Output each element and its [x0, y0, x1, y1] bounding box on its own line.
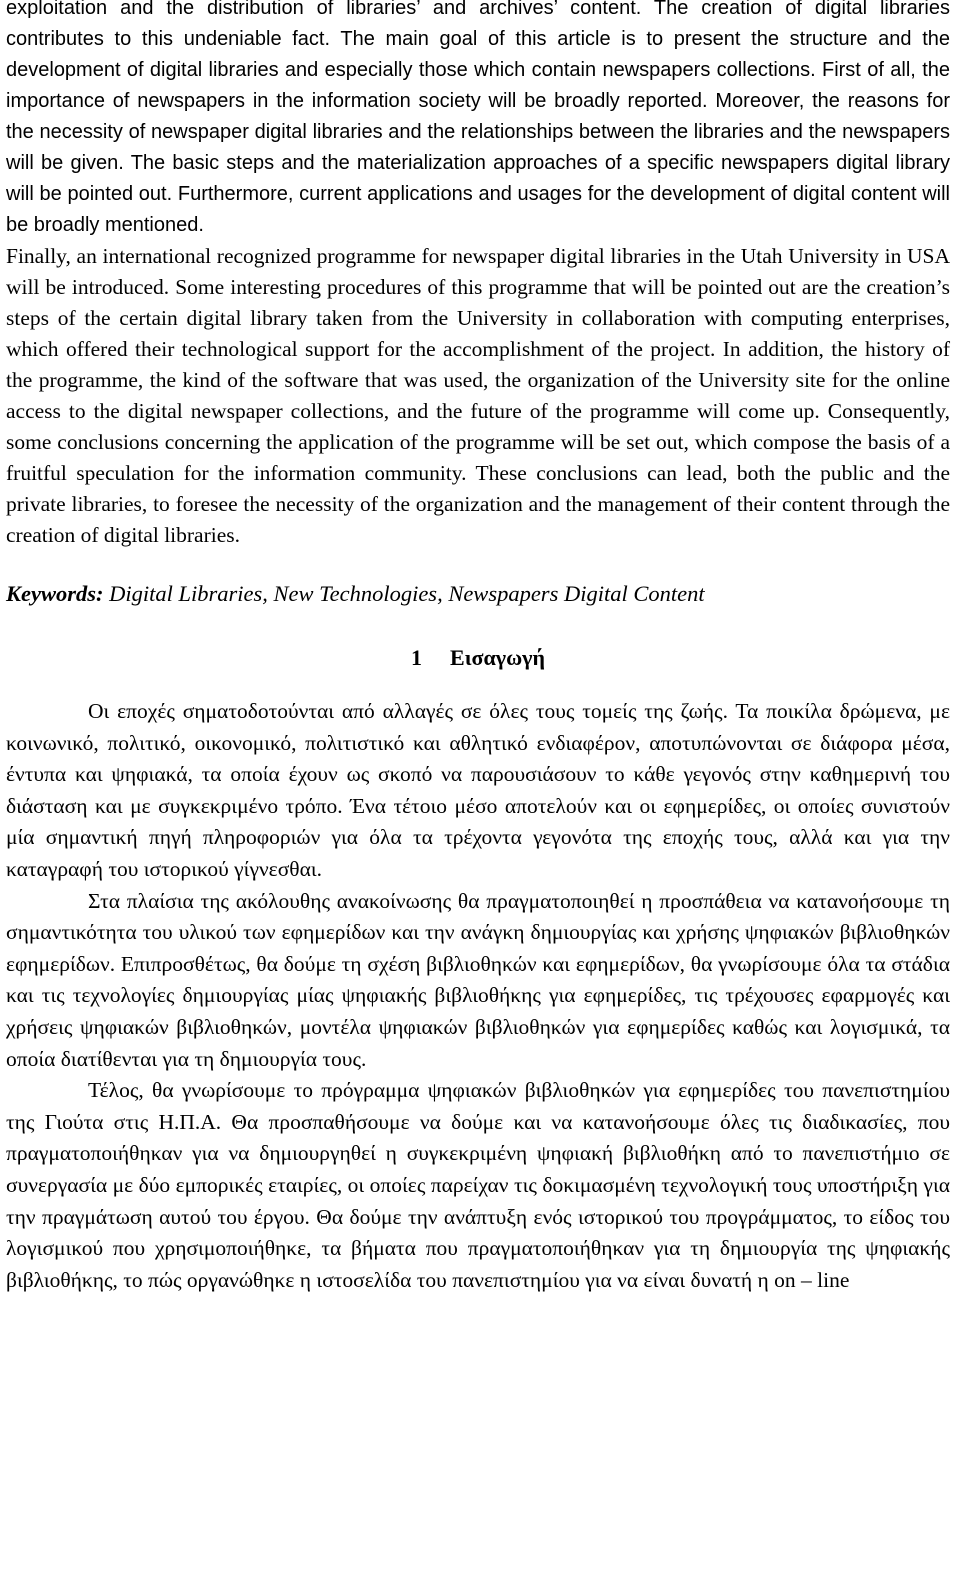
body-paragraph-1: Οι εποχές σηματοδοτούνται από αλλαγές σε όλες τους τομείς της ζωής. Τα ποικίλα δρώμενα, με κοινωνικό, πολιτικό, οικονομικό, πολιτιστικό και αθλητικό ενδιαφέρον, αποτυπώνονται σε διάφορα μέσα, έντυπα και ψηφιακά, τα οποία έχουν ως σκοπό να παρουσιάσουν το κάθε γεγονός στην καθημερινή του διάσταση και με συγκεκριμένο τρόπο. Ένα τέτοιο μέσο αποτελούν και οι εφημερίδες, οι οποίες συνιστούν μία σημαντική πηγή πληροφοριών για όλα τα τρέχοντα γεγονότα της εποχής τους, αλλά και για την καταγραφή του ιστορικού γίγνεσθαι. [6, 699, 950, 881]
document-page [6, 0, 950, 1296]
body-paragraph-3: Τέλος, θα γνωρίσουμε το πρόγραμμα ψηφιακών βιβλιοθηκών για εφημερίδες του πανεπιστημίου της Γιούτα στις Η.Π.Α. Θα προσπαθήσουμε να δούμε και να κατανοήσουμε όλες τις διαδικασίες, που πραγματοποιήθηκαν για να δημιουργηθεί η συγκεκριμένη ψηφιακή βιβλιοθήκη από το πανεπιστήμιο σε συνεργασία με δύο εμπορικές εταιρίες, οι οποίες παρείχαν τις δοκιμασμένη τεχνολογική τους υποστήριξη για την πραγμάτωση αυτού του έργου. Θα δούμε την ανάπτυξη ενός ιστορικού του προγράμματος, το είδος του λογισμικού που χρησιμοποιήθηκε, τα βήματα που πραγματοποιήθηκαν για τη δημιουργία της ψηφιακής βιβλιοθήκης, το πώς οργανώθηκε η ιστοσελίδα του πανεπιστημίου για να είναι δυνατή η on – line [6, 1078, 950, 1292]
body-paragraph-2: Στα πλαίσια της ακόλουθης ανακοίνωσης θα πραγματοποιηθεί η προσπάθεια να κατανοήσουμε τη σημαντικότητα του υλικού των εφημερίδων και την ανάγκη δημιουργίας και χρήσης ψηφιακών βιβλιοθηκών εφημερίδων. Επιπροσθέτως, θα δούμε τη σχέση βιβλιοθηκών και εφημερίδων, θα γνωρίσουμε όλα τα στάδια και τις τεχνολογίες δημιουργίας μίας ψηφιακής βιβλιοθήκης για εφημερίδες, τις τρέχουσες εφαρμογές και χρήσεις ψηφιακών βιβλιοθηκών, μοντέλα ψηφιακών βιβλιοθηκών για εφημερίδες καθώς και λογισμικά, τα οποία διατίθενται για τη δημιουργία τους. [6, 888, 950, 1071]
abstract-paragraph-2: Finally, an international recognized programme for newspaper digital libraries in the Utah University in USA will be introduced. Some interesting procedures of this programme that will be pointed out are the creation’s steps of the certain digital library taken from the University in collaboration with computing enterprises, which offered their technological support for the accomplishment of the project. In addition, the history of the programme, the kind of the software that was used, the organization of the University site for the online access to the digital newspaper collections, and the future of the programme will come up. Consequently, some conclusions concerning the application of the programme will be set out, which compose the basis of a fruitful speculation for the information community. These conclusions can lead, both the public and the private libraries, to foresee the necessity of the organization and the management of their content through the creation of digital libraries. [6, 244, 950, 547]
keywords-text: Digital Libraries, New Technologies, Newspapers Digital Content [103, 581, 705, 606]
section-title: Εισαγωγή [450, 645, 545, 670]
keywords-line [6, 578, 950, 610]
abstract-paragraph-1: exploitation and the distribution of libraries’ and archives’ content. The creation of digital libraries contributes to this undeniable fact. The main goal of this article is to present the structure and the development of digital libraries and especially those which contain newspapers collections. First of all, the importance of newspapers in the information society will be broadly reported. Moreover, the reasons for the necessity of newspaper digital libraries and the relationships between the libraries and the newspapers will be given. The basic steps and the materialization approaches of a specific newspapers digital library will be pointed out. Furthermore, current applications and usages for the development of digital content will be broadly mentioned. [6, 0, 950, 236]
section-heading [6, 642, 950, 674]
keywords-label: Keywords: [6, 581, 104, 606]
section-number: 1 [411, 645, 423, 670]
